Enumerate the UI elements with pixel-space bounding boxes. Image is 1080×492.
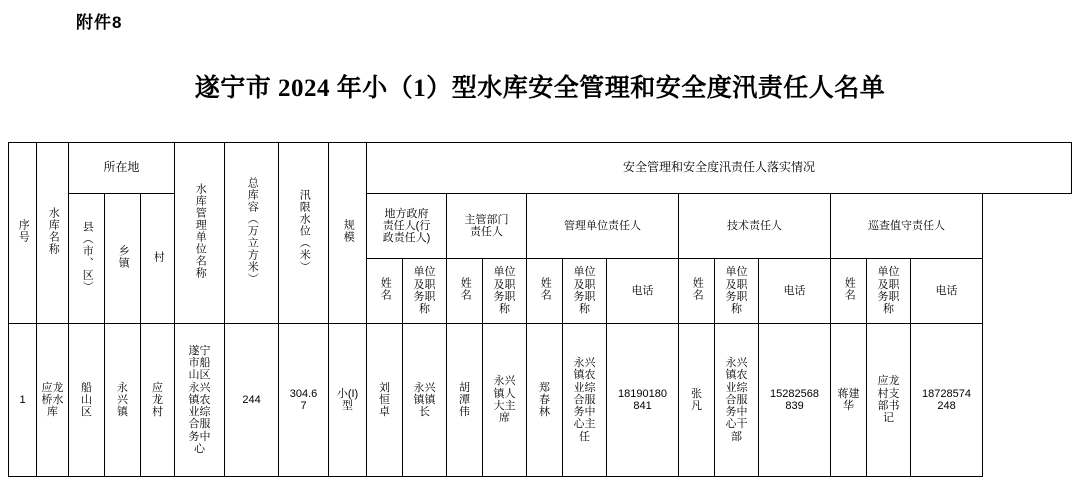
cell-local-gov-post: 永兴镇镇长 [403,324,447,477]
table-header-row-1 [9,143,1072,194]
cell-total-capacity: 244 [225,324,279,477]
header-patrol: 巡查值守责任人 [831,194,983,259]
header-flood-limit-level: 汛限水位（米） [279,143,329,324]
reservoir-table-container [8,142,1072,477]
header-total-capacity: 总库容（万立方米） [225,143,279,324]
header-local-gov-post: 单位及职务职称 [403,259,447,324]
header-responsibility-group: 安全管理和安全度汛责任人落实情况 [367,143,1072,194]
header-manage-unit-phone: 电话 [607,259,679,324]
header-village: 村 [141,194,175,324]
header-patrol-post: 单位及职务职称 [867,259,911,324]
header-manage-unit-name: 水库管理单位名称 [175,143,225,324]
header-patrol-phone: 电话 [911,259,983,324]
cell-town: 永兴镇 [105,324,141,477]
header-technical-post: 单位及职务职称 [715,259,759,324]
header-county: 县（市、区） [69,194,105,324]
cell-local-gov-name: 刘恒卓 [367,324,403,477]
header-reservoir-name: 水库名称 [37,143,69,324]
header-scale: 规模 [329,143,367,324]
header-local-gov: 地方政府责任人(行政责任人) [367,194,447,259]
cell-supervisor-name: 胡潭伟 [447,324,483,477]
header-manage-unit: 管理单位责任人 [527,194,679,259]
reservoir-responsibility-table [8,142,1072,477]
header-supervisor-name: 姓名 [447,259,483,324]
header-seq: 序号 [9,143,37,324]
cell-village: 应龙村 [141,324,175,477]
table-row [9,324,1072,477]
cell-scale: 小(I)型 [329,324,367,477]
cell-patrol-phone: 18728574248 [911,324,983,477]
cell-manage-unit-post: 永兴镇农业综合服务中心主任 [563,324,607,477]
header-location-group: 所在地 [69,143,175,194]
cell-manage-unit-person-name: 郑春林 [527,324,563,477]
cell-patrol-name: 蒋建华 [831,324,867,477]
header-town: 乡镇 [105,194,141,324]
header-technical: 技术责任人 [679,194,831,259]
cell-technical-phone: 15282568839 [759,324,831,477]
cell-manage-unit-name: 遂宁市船山区永兴镇农业综合服务中心 [175,324,225,477]
cell-patrol-post: 应龙村支部书记 [867,324,911,477]
header-local-gov-name: 姓名 [367,259,403,324]
header-manage-unit-person-name: 姓名 [527,259,563,324]
cell-county: 船山区 [69,324,105,477]
cell-supervisor-post: 永兴镇人大主席 [483,324,527,477]
header-manage-unit-post: 单位及职务职称 [563,259,607,324]
header-supervisor-dept: 主管部门责任人 [447,194,527,259]
header-technical-phone: 电话 [759,259,831,324]
cell-manage-unit-phone: 18190180841 [607,324,679,477]
attachment-label: 附件8 [76,13,123,32]
header-supervisor-post: 单位及职务职称 [483,259,527,324]
page-title: 遂宁市 2024 年小（1）型水库安全管理和安全度汛责任人名单 [194,75,886,102]
cell-reservoir-name: 应龙桥水库 [37,324,69,477]
cell-seq: 1 [9,324,37,477]
header-patrol-name: 姓名 [831,259,867,324]
header-technical-name: 姓名 [679,259,715,324]
cell-technical-post: 永兴镇农业综合服务中心干部 [715,324,759,477]
cell-technical-name: 张凡 [679,324,715,477]
cell-flood-limit-level: 304.67 [279,324,329,477]
